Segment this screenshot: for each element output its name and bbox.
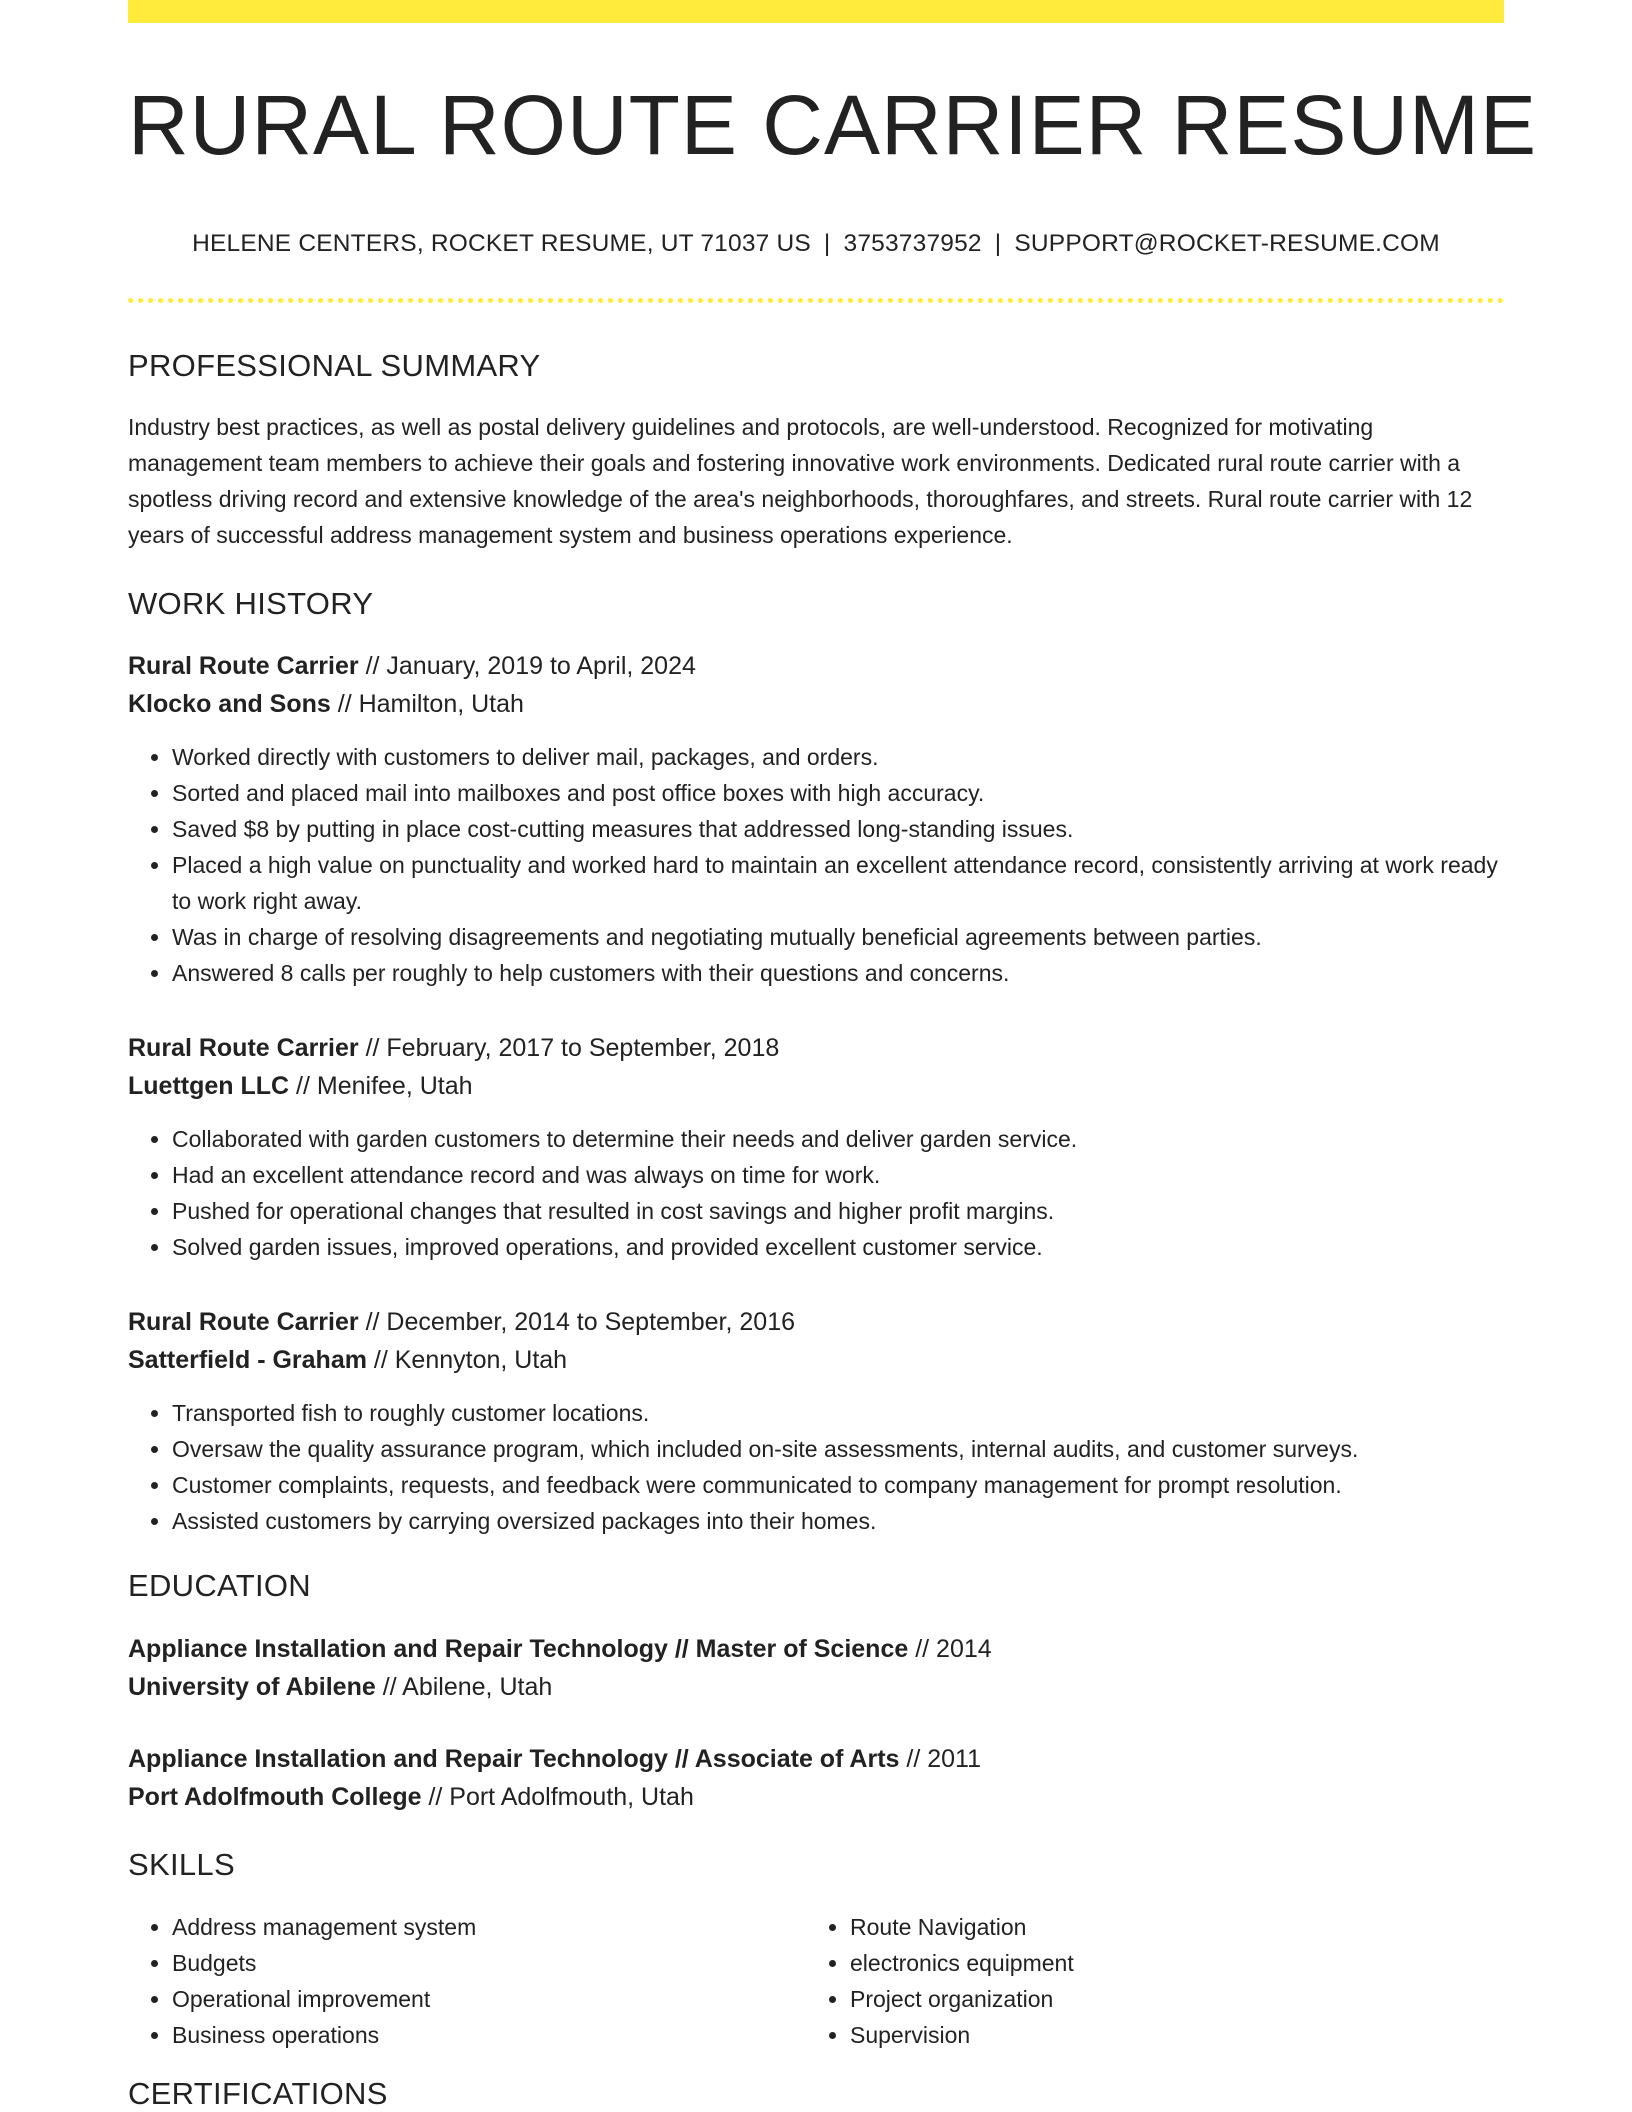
job-location: // Menifee, Utah: [289, 1072, 473, 1101]
list-item: • Was in charge of resolving disagreements and negotiating mutually beneficial agreements between parties.: [172, 919, 1504, 955]
list-item: • Saved $8 by putting in place cost-cutting measures that addressed long-standing issues.: [172, 811, 1504, 847]
school: University of Abilene: [128, 1672, 376, 1701]
job-dates: // February, 2017 to September, 2018: [358, 1034, 780, 1063]
job-title: Rural Route Carrier: [128, 652, 359, 681]
job-title-line: [128, 647, 1504, 685]
contact-address: HELENE CENTERS, ROCKET RESUME, UT 71037 US: [192, 230, 811, 257]
job-entry: [128, 1029, 1504, 1265]
job-company: Klocko and Sons: [128, 690, 331, 719]
list-item: • Assisted customers by carrying oversized packages into their homes.: [172, 1503, 1504, 1539]
contact-line: [128, 230, 1504, 258]
degree: Appliance Installation and Repair Technology // Master of Science: [128, 1634, 909, 1663]
job-bullets: [128, 1121, 1504, 1265]
contact-phone: 3753737952: [843, 230, 982, 257]
job-company-line: [128, 685, 1504, 723]
list-item: • Route Navigation: [850, 1909, 1484, 1945]
dotted-divider: [128, 298, 1504, 303]
job-dates: // January, 2019 to April, 2024: [358, 652, 696, 681]
list-item: • Pushed for operational changes that resulted in cost savings and higher profit margins.: [172, 1193, 1504, 1229]
skills-column-left: [128, 1909, 806, 2053]
education-entry: [128, 1630, 1504, 1706]
job-bullets: [128, 739, 1504, 991]
list-item: • Customer complaints, requests, and feedback were communicated to company management for prompt resolution.: [172, 1467, 1504, 1503]
job-entry: [128, 1303, 1504, 1539]
list-item: • Operational improvement: [172, 1981, 806, 2017]
summary-text: Industry best practices, as well as postal delivery guidelines and protocols, are well-understood. Recognized for motivating management team members to achieve their goals and fostering innovative work environments. Dedicated rural route carrier with a spotless driving record and extensive knowledge of the area's neighborhoods, thoroughfares, and streets. Rural route carrier with 12 years of successful address management system and business operations experience.: [128, 414, 1473, 549]
job-dates: // December, 2014 to September, 2016: [358, 1308, 796, 1337]
contact-email: SUPPORT@ROCKET-RESUME.COM: [1014, 230, 1440, 257]
education-heading: EDUCATION: [128, 1568, 311, 1604]
job-company-line: [128, 1341, 1504, 1379]
list-item: • Oversaw the quality assurance program, which included on-site assessments, internal audits, and customer surveys.: [172, 1431, 1504, 1467]
list-item: • Collaborated with garden customers to determine their needs and deliver garden service.: [172, 1121, 1504, 1157]
job-bullets: [128, 1395, 1504, 1539]
degree-line: [128, 1740, 1504, 1778]
skills-grid: [128, 1909, 1504, 2053]
education-entry: [128, 1740, 1504, 1816]
school-location: // Abilene, Utah: [375, 1672, 553, 1701]
degree: Appliance Installation and Repair Technology // Associate of Arts: [128, 1744, 900, 1773]
resume-page: [128, 0, 1538, 2112]
degree-line: [128, 1630, 1504, 1668]
list-item: • electronics equipment: [850, 1945, 1484, 1981]
list-item: • Budgets: [172, 1945, 806, 1981]
degree-year: // 2011: [899, 1744, 981, 1773]
list-item: • Business operations: [172, 2017, 806, 2053]
work-history-heading: WORK HISTORY: [128, 586, 374, 622]
job-title: Rural Route Carrier: [128, 1034, 359, 1063]
job-title: Rural Route Carrier: [128, 1308, 359, 1337]
skills-heading: SKILLS: [128, 1846, 235, 1882]
school-line: [128, 1668, 1504, 1706]
summary-heading: PROFESSIONAL SUMMARY: [128, 348, 541, 383]
list-item: • Sorted and placed mail into mailboxes and post office boxes with high accuracy.: [172, 775, 1504, 811]
certifications-heading: CERTIFICATIONS: [128, 2075, 388, 2111]
list-item: • Answered 8 calls per roughly to help customers with their questions and concerns.: [172, 955, 1504, 991]
list-item: • Address management system: [172, 1909, 806, 1945]
accent-top-bar: [128, 0, 1504, 23]
contact-separator: |: [994, 230, 1002, 257]
degree-year: // 2014: [908, 1634, 992, 1663]
job-title-line: [128, 1303, 1504, 1341]
contact-separator: |: [823, 230, 831, 257]
job-company-line: [128, 1067, 1504, 1105]
list-item: • Transported fish to roughly customer locations.: [172, 1395, 1504, 1431]
list-item: • Placed a high value on punctuality and worked hard to maintain an excellent attendance record, consistently arriving at work ready to work right away.: [172, 847, 1504, 919]
job-title-line: [128, 1029, 1504, 1067]
job-location: // Kennyton, Utah: [366, 1346, 568, 1375]
job-company: Luettgen LLC: [128, 1072, 290, 1101]
school-line: [128, 1778, 1504, 1816]
school: Port Adolfmouth College: [128, 1782, 422, 1811]
resume-title: RURAL ROUTE CARRIER RESUME: [128, 78, 1538, 172]
school-location: // Port Adolfmouth, Utah: [421, 1782, 694, 1811]
job-entry: [128, 647, 1504, 991]
list-item: • Supervision: [850, 2017, 1484, 2053]
skills-column-right: [806, 1909, 1484, 2053]
job-location: // Hamilton, Utah: [330, 690, 524, 719]
list-item: • Worked directly with customers to deliver mail, packages, and orders.: [172, 739, 1504, 775]
list-item: • Project organization: [850, 1981, 1484, 2017]
list-item: • Solved garden issues, improved operations, and provided excellent customer service.: [172, 1229, 1504, 1265]
list-item: • Had an excellent attendance record and was always on time for work.: [172, 1157, 1504, 1193]
job-company: Satterfield - Graham: [128, 1346, 367, 1375]
